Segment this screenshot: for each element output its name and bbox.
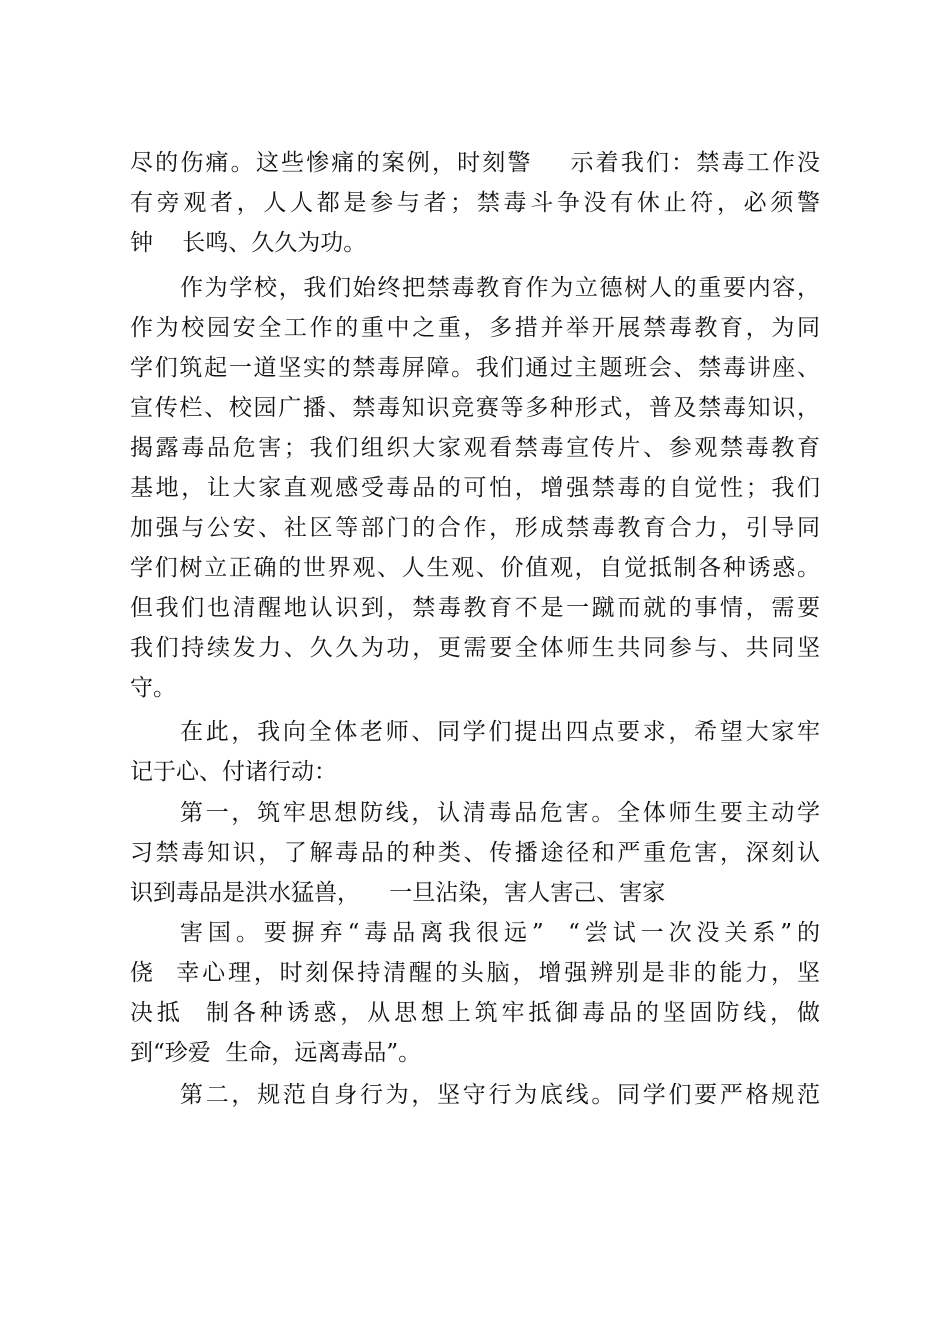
text-line: 守。	[130, 675, 176, 701]
text-line: 作为校园安全工作的重中之重，多措并举开展禁毒教育，为同	[130, 315, 820, 341]
text-line: 基地，让大家直观感受毒品的可怕，增强禁毒的自觉性；我们	[130, 475, 820, 501]
text-line: 有旁观者，人人都是参与者；禁毒斗争没有休止符，必须警	[130, 190, 820, 216]
text-line: 识到毒品是洪水猛兽， 一旦沾染，害人害己、害家	[130, 880, 666, 906]
text-line: 宣传栏、校园广播、禁毒知识竞赛等多种形式，普及禁毒知识，	[130, 395, 820, 421]
text-line: 到“珍爱 生命，远离毒品”。	[130, 1040, 422, 1066]
text-line: 第二，规范自身行为，坚守行为底线。同学们要严格规范	[180, 1082, 820, 1108]
text-line: 习禁毒知识，了解毒品的种类、传播途径和严重危害，深刻认	[130, 840, 820, 866]
text-line: 记于心、付诸行动：	[130, 759, 337, 785]
text-line: 第一，筑牢思想防线，认清毒品危害。全体师生要主动学	[180, 800, 820, 826]
text-line: 作为学校，我们始终把禁毒教育作为立德树人的重要内容，	[180, 275, 820, 301]
text-line: 揭露毒品危害；我们组织大家观看禁毒宣传片、参观禁毒教育	[130, 435, 820, 461]
text-line: 钟 长鸣、久久为功。	[130, 230, 367, 256]
text-line: 学们筑起一道坚实的禁毒屏障。我们通过主题班会、禁毒讲座、	[130, 355, 820, 381]
text-line: 但我们也清醒地认识到，禁毒教育不是一蹴而就的事情，需要	[130, 595, 820, 621]
text-line: 在此，我向全体老师、同学们提出四点要求，希望大家牢	[180, 719, 820, 745]
text-line: 侥 幸心理，时刻保持清醒的头脑，增强辨别是非的能力，坚	[130, 960, 820, 986]
text-line: 尽的伤痛。这些惨痛的案例，时刻警 示着我们：禁毒工作没	[130, 150, 820, 176]
text-line: 学们树立正确的世界观、人生观、价值观，自觉抵制各种诱惑。	[130, 555, 820, 581]
text-line: 我们持续发力、久久为功，更需要全体师生共同参与、共同坚	[130, 635, 820, 661]
text-line: 害国。要摒弃“毒品离我很远” “尝试一次没关系”的	[180, 920, 820, 946]
text-line: 决抵 制各种诱惑，从思想上筑牢抵御毒品的坚固防线，做	[130, 1000, 820, 1026]
text-line: 加强与公安、社区等部门的合作，形成禁毒教育合力，引导同	[130, 515, 820, 541]
